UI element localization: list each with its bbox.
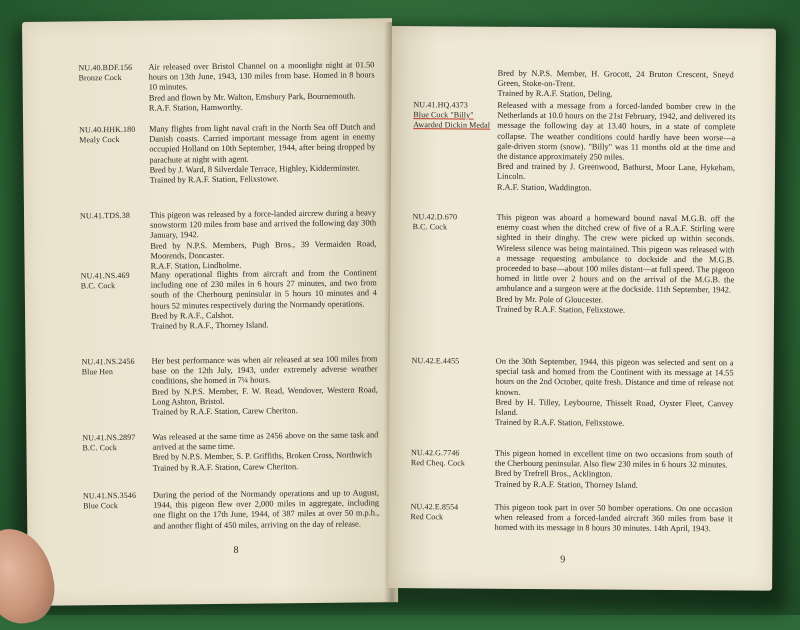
entry-code [411, 502, 493, 523]
ring-number: NU.42.E.8554 [410, 502, 459, 512]
entry-code [83, 491, 153, 512]
entry-text [150, 208, 377, 272]
entry-e8554 [410, 502, 756, 554]
right-page [388, 26, 776, 591]
bird-type: Blue Cock [83, 501, 119, 511]
entry-hq4373 [413, 100, 760, 212]
page-number: 9 [560, 554, 566, 566]
entry-line: Bred by J. Ward, 8 Silverdale Terrace, Highley, Kidderminster. [149, 163, 360, 175]
entry-d670 [412, 212, 759, 344]
entry-code [413, 212, 495, 233]
entry-ns2456 [82, 354, 383, 437]
bird-type: Red Cheq. Cock [410, 458, 466, 468]
entry-code [413, 100, 495, 131]
entry-text [497, 101, 736, 194]
entry-line: Air released over Bristol Channel on a moonlight night at 01.50 hours on 13th June, 1943, 130 miles from base. Homed in 8 hours 10 minutes. [148, 60, 375, 93]
entry-line: Trained by R.A.F. Station, Deling. [497, 89, 613, 99]
bird-type: B.C. Cock [412, 222, 448, 232]
entry-ns469 [81, 268, 382, 361]
medal-note: Awarded Dickin Medal [413, 120, 491, 130]
entry-line: Released with a message from a forced-landed bomber crew in the Netherlands at 10.0 hours on the 21st February, 1942, and delivered its message the following day at 13.40 hours, in a state of complete collapse. The weather conditions could hardly have been worse—a gale-driven storm (snow). "Billy" was 11 months old at the time and the distance approximately 250 miles. [497, 100, 736, 162]
entry-text [153, 488, 379, 531]
entry-text [495, 357, 733, 430]
ring-number: NU.42.D.670 [412, 212, 458, 222]
entry-text [495, 449, 733, 491]
entry-line: Trained by R.A.F. Station, Felixstowe. [149, 174, 279, 185]
bird-type: B.C. Cock [82, 443, 117, 453]
entry-code [411, 448, 493, 469]
entry-text [494, 503, 732, 535]
entry-code [82, 357, 152, 378]
entry-line: Many flights from light naval craft in the North Sea off Dutch and Danish coasts. Carried important message from agent in enemy occupied Holland on 10th September, 1944, after being dropped by parachute at night with agent. [149, 122, 376, 165]
ring-number: NU.41.NS.2456 [81, 356, 135, 367]
continued-entry [497, 69, 757, 101]
entry-line: This pigeon was aboard a homeward bound naval M.G.B. off the enemy coast when the ditched crew of five of a R.A.F. Stirling were sighted in their dinghy. The crew were picked up within seconds. Wireless silence was being maintained. This pigeon was released with a message requesting ambulance to dockside and the M.G.B. proceeded to base—about 100 miles distant—at full speed. The pigeon homed in little over 2 hours and on the arrival of the M.G.B. the ambulance and a surgeon were at the dockside. 11th September, 1942. [496, 212, 735, 295]
entry-line: During the period of the Normandy operations and up to August, 1944, this pigeon flew over 2,000 miles in aggregate, including one flight on the 17th June, 1944, of 387 miles at over 50 m.p.h., and another flight of 450 miles, arriving on the day of release. [152, 488, 380, 531]
entry-text [149, 122, 376, 186]
entry-line: This pigeon took part in over 50 bomber operations. On one occasion when released from a forced-landed aircraft 360 miles from base it homed with its message in 8 hours 30 minutes. 14th April, 1943. [494, 502, 733, 534]
left-page [22, 18, 398, 606]
ring-number: NU.41.TDS.38 [79, 210, 130, 221]
entry-line: R.A.F. Station, Hamworthy. [148, 102, 243, 113]
entry-line: Bred by N.P.S. Member, H. Grocott, 24 Bruton Crescent, Sneyd Green, Stoke-on-Trent. [497, 68, 734, 89]
entry-ns2897 [82, 430, 383, 493]
ring-number: NU.41.NS.2897 [82, 432, 136, 443]
entry-line: Trained by R.A.F. Station, Carew Cheriton. [152, 461, 299, 473]
entry-line: Trained by R.A.F. Station, Felixstowe. [495, 417, 625, 428]
entry-line: Was released at the same time as 2456 above on the same task and arrived at the same time. [152, 430, 379, 452]
entry-text [148, 60, 375, 113]
entry-code [78, 63, 148, 84]
bird-type: Blue Cock "Billy" [413, 110, 474, 120]
ring-number: NU.42.E.4455 [411, 356, 460, 366]
entry-text [152, 354, 379, 418]
entry-line: Bred by R.A.F., Calshot. [151, 310, 234, 321]
entry-line: Bred and trained by J. Greenwood, Bathurst, Moor Lane, Hykeham, Lincoln. [496, 161, 736, 182]
entry-line: Bred and flown by Mr. Walton, Emsbury Park, Bournemouth. [148, 91, 356, 103]
ring-number: NU.41.HQ.4373 [413, 100, 468, 110]
entry-code [81, 271, 151, 292]
ring-number: NU.42.G.7746 [410, 448, 460, 458]
entry-e4455 [411, 356, 758, 448]
entry-line: Bred by Trefrell Bros., Acklington. [494, 469, 613, 479]
entry-line: Trained by R.A.F. Station, Carew Cheriton. [152, 406, 298, 417]
entry-line: Bred by Mr. Pole of Gloucester. [496, 294, 603, 305]
entry-line: Bred by N.P.S. Member, S. P. Griffiths, Broken Cross, Northwich [152, 450, 372, 463]
entry-line: On the 30th September, 1944, this pigeon was selected and sent on a special task and homed from the Continent with its message at 14.55 hours on the 2nd October, quite fresh. Distance and time of release not known. [495, 356, 734, 397]
entry-code [412, 356, 494, 367]
ring-number: NU.40.HHK.180 [79, 124, 136, 135]
entry-code [79, 125, 149, 146]
entry-line: Her best performance was when air released at sea 100 miles from base on the 12th July, 1943, under extremely adverse weather conditions, she homed in 7¼ hours. [151, 354, 378, 387]
entry-text [496, 213, 735, 317]
entry-line: This pigeon was released by a force-landed aircrew during a heavy snowstorm 120 miles from base and arrived the following day 30th January, 1942. [149, 208, 377, 241]
bird-type: B.C. Cock [80, 281, 116, 291]
entry-line: R.A.F. Station, Lindholme. [150, 260, 242, 271]
entry-line: Bred by H. Tilley, Leybourne, Thisselt Road, Oyster Fleet, Canvey Island. [495, 397, 734, 417]
entry-text [152, 430, 378, 473]
ring-number: NU.40.BDF.156 [78, 62, 133, 73]
entry-code [82, 433, 152, 454]
ring-number: NU.41.NS.469 [80, 270, 130, 281]
bird-type: Bronze Cock [78, 72, 122, 83]
entry-line: Bred by N.P.S. Member, F. W. Read, Wendover, Western Road, Long Ashton, Bristol. [151, 384, 378, 407]
entry-ns3546 [83, 488, 384, 551]
entry-code [80, 211, 150, 222]
entry-line: R.A.F. Station, Waddington. [496, 182, 592, 193]
bird-type: Red Cock [410, 512, 444, 522]
entry-text [151, 268, 378, 332]
entry-line: Trained by R.A.F., Thorney Island. [151, 320, 269, 331]
entry-line: This pigeon homed in excellent time on two occasions from south of the Cherbourg peninsular. Also flew 230 miles in 6 hours 32 minutes. [494, 448, 734, 470]
entry-line: Many operational flights from aircraft and from the Continent including one of 230 miles in 6 hours 27 minutes, and two from south of the Cherbourg peninsular in 5 hours 10 minutes and 4 hours 52 minutes respectively during the Normandy operations. [150, 268, 377, 311]
ring-number: NU.41.NS.3546 [82, 490, 137, 501]
entry-text [497, 69, 733, 101]
bird-type: Mealy Cock [79, 134, 120, 145]
entry-line: Trained by R.A.F. Station, Felixstowe. [495, 304, 626, 315]
bird-type: Blue Hen [81, 367, 113, 377]
page-number: 8 [233, 544, 239, 556]
entry-line: Bred by N.P.S. Members, Pugh Bros., 39 Vermaiden Road, Moorends, Doncaster. [150, 238, 377, 261]
entry-g7746 [411, 448, 757, 510]
entry-line: Trained by R.A.F. Station, Thorney Island. [494, 479, 638, 490]
